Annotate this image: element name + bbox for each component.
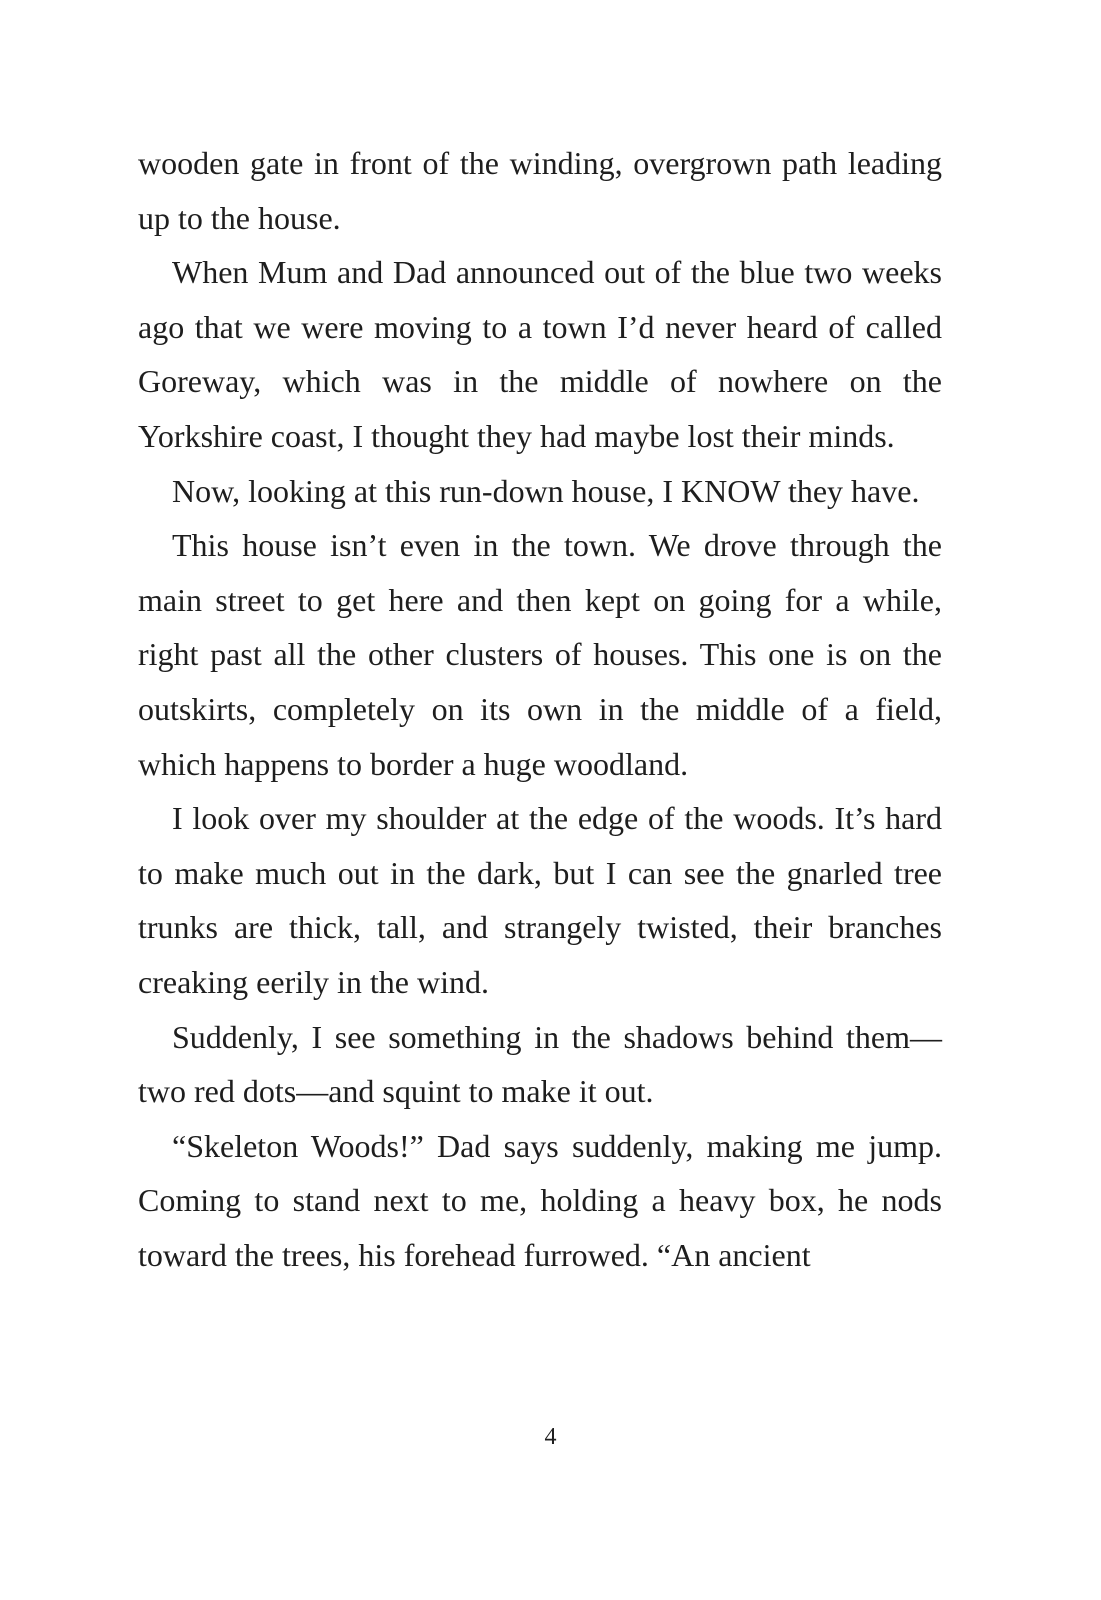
paragraph-7: “Skeleton Woods!” Dad says suddenly, making me jump. Coming to stand next to me, holding a heavy box, he nods toward the trees, his forehead furrowed. “An ancient [138,1127,942,1273]
paragraph-3: Now, looking at this run-down house, I KNOW they have. [172,472,920,509]
page-number: 4 [544,1424,557,1450]
paragraph-6: Suddenly, I see something in the shadows behind them—two red dots—and squint to make it out. [138,1018,942,1110]
body-text [138,136,942,1282]
paragraph-4: This house isn’t even in the town. We drove through the main street to get here and then kept on going for a while, right past all the other clusters of houses. This one is on the outskirts, completely on its own in the middle of a field, which happens to border a huge woodland. [138,527,942,782]
paragraph-1: wooden gate in front of the winding, overgrown path leading up to the house. [138,145,942,236]
paragraph-2: When Mum and Dad announced out of the blue two weeks ago that we were moving to a town I’d never heard of called Goreway, which was in the middle of nowhere on the Yorkshire coast, I thought they had maybe lost their minds. [138,254,942,454]
paragraph-5: I look over my shoulder at the edge of the woods. It’s hard to make much out in the dark, but I can see the gnarled tree trunks are thick, tall, and strangely twisted, their branches creaking eerily in the wind. [138,800,942,1000]
